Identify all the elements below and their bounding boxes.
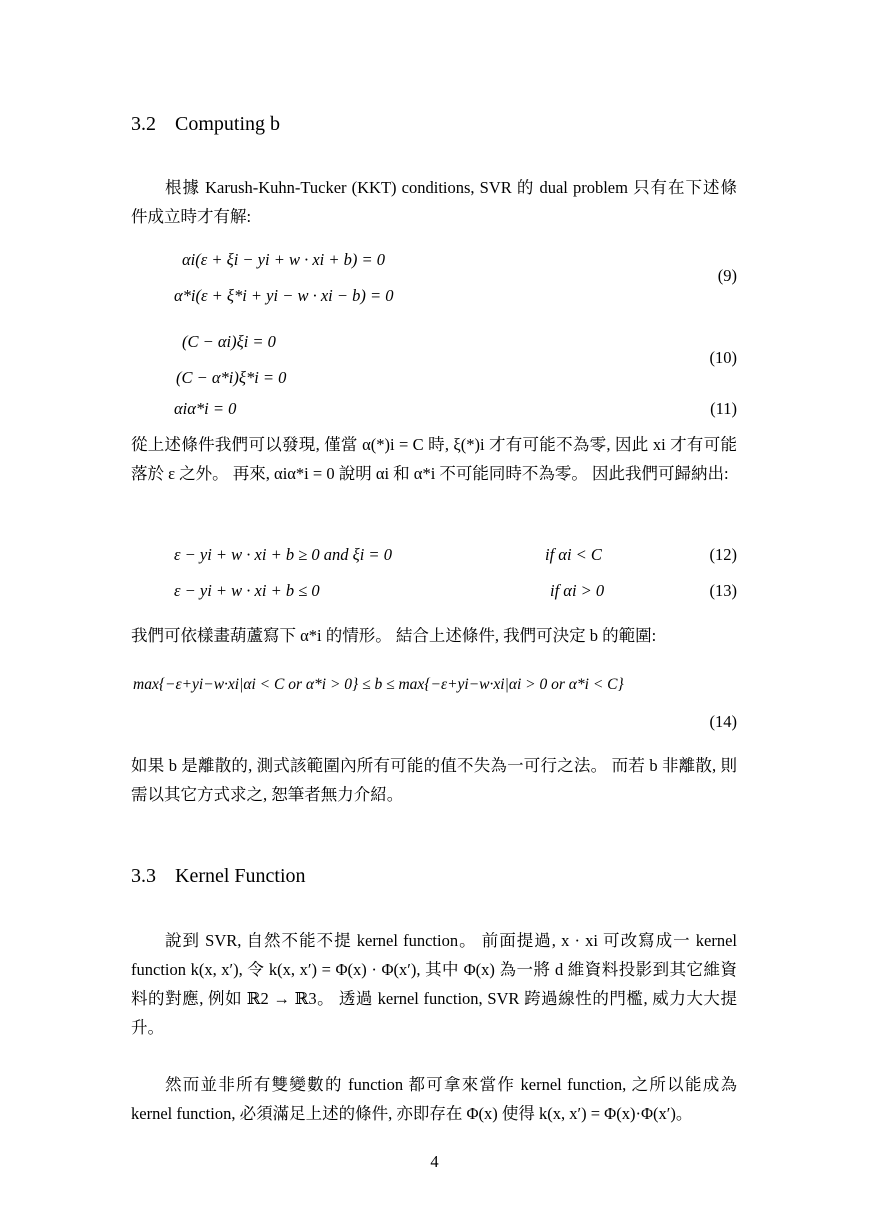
equation-13-condition: if αi > 0 [550, 581, 605, 600]
equation-10-line-1: (C − αi)ξi = 0 [182, 332, 276, 351]
section-title: Kernel Function [175, 865, 306, 887]
equation-12-condition: if αi < C [545, 545, 602, 564]
equation-9-line-2: α*i(ε + ξ*i + yi − w · xi − b) = 0 [174, 286, 394, 305]
equation-13-expression: ε − yi + w · xi + b ≤ 0 [174, 581, 320, 600]
equation-number-11: (11) [710, 399, 737, 418]
paragraph-kkt-consequence: 從上述條件我們可以發現, 僅當 α(*)i = C 時, ξ(*)i 才有可能不為零, 因此 xi 才有可能落於 ε 之外。 再來, αiα*i = 0 說明 αi 和 α*i 不可能同時不為零。 因此我們可歸納出: [131, 435, 737, 483]
section-number: 3.2 [131, 113, 156, 135]
section-heading-3-2 [131, 113, 280, 136]
equation-number-10: (10) [709, 348, 737, 367]
equation-11: αiα*i = 0 [174, 399, 237, 418]
equation-number-12: (12) [709, 545, 737, 564]
paragraph-discrete-b: 如果 b 是離散的, 測式該範圍內所有可能的值不失為一可行之法。 而若 b 非離散, 則需以其它方式求之, 恕筆者無力介紹。 [131, 756, 737, 804]
equation-10-line-2: (C − α*i)ξ*i = 0 [176, 368, 287, 387]
paragraph-kernel-condition: 然而並非所有雙變數的 function 都可拿來當作 kernel function, 之所以能成為 kernel function, 必須滿足上述的條件, 亦即存在 Φ(x) 使得 k(x, x′) = Φ(x)·Φ(x′)。 [131, 1075, 737, 1123]
section-number: 3.3 [131, 865, 156, 887]
equation-14: max{−ε+yi−w·xi|αi < C or α*i > 0} ≤ b ≤ max{−ε+yi−w·xi|αi > 0 or α*i < C} [133, 676, 624, 693]
paragraph-kkt-intro: 根據 Karush-Kuhn-Tucker (KKT) conditions, SVR 的 dual problem 只有在下述條件成立時才有解: [131, 178, 737, 226]
equation-number-14: (14) [709, 712, 737, 731]
section-title: Computing b [175, 113, 281, 135]
equation-12-expression: ε − yi + w · xi + b ≥ 0 and ξi = 0 [174, 545, 392, 564]
section-heading-3-3 [131, 865, 306, 888]
page-number: 4 [430, 1152, 439, 1171]
paragraph-kernel-function: 說到 SVR, 自然不能不提 kernel function。 前面提過, x · xi 可改寫成一 kernel function k(x, x′), 令 k(x, x′) = Φ(x) · Φ(x′), 其中 Φ(x) 為一將 d 維資料投影到其它維資料的對應, 例如 ℝ2 → ℝ3。 透過 kernel function, SVR 跨過線性的門檻, 威力大大提升。 [131, 931, 737, 1037]
paragraph-b-range-intro: 我們可依樣畫葫蘆寫下 α*i 的情形。 結合上述條件, 我們可決定 b 的範圍: [131, 626, 657, 645]
equation-9-line-1: αi(ε + ξi − yi + w · xi + b) = 0 [182, 250, 386, 269]
equation-number-9: (9) [717, 266, 737, 285]
equation-number-13: (13) [709, 581, 737, 600]
